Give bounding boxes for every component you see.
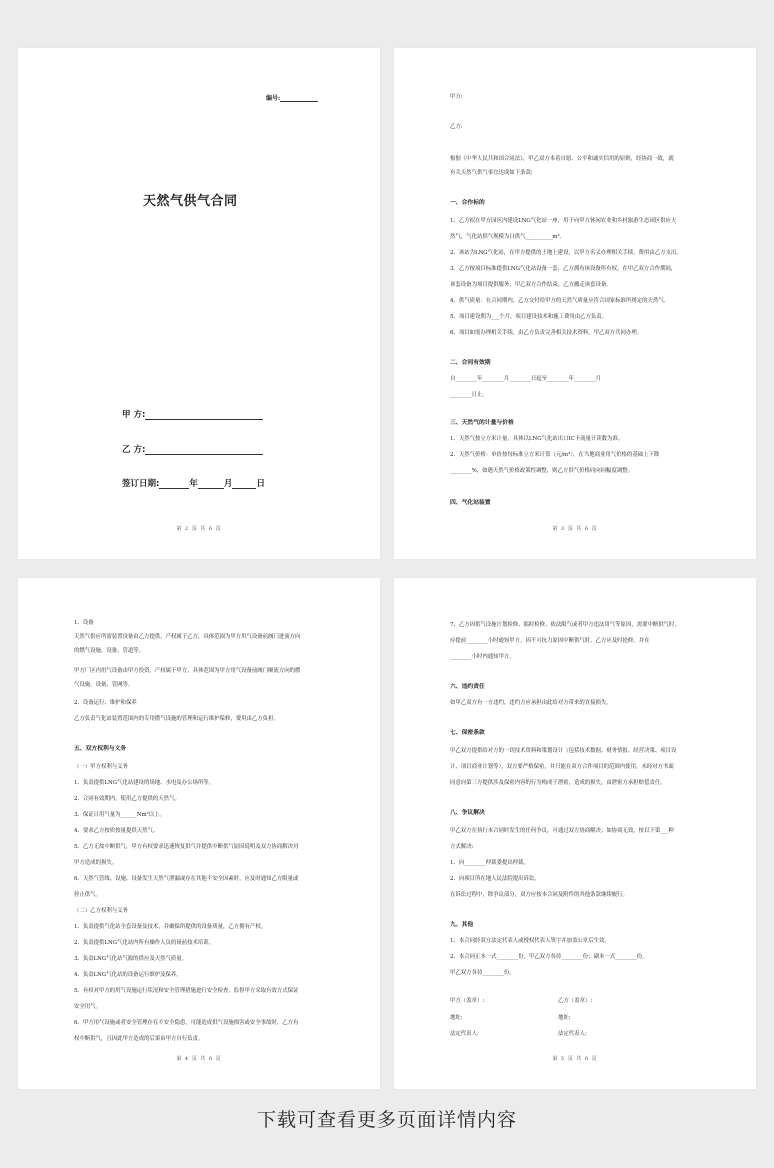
text-line: 4、要求乙方按质按量提供天然气。: [74, 828, 159, 834]
sign-date-label: 签订日期:: [122, 479, 160, 489]
text-line: 乙方:: [450, 124, 463, 130]
text-line: 甲乙双方在执行本合同时发生的任何争议，可通过双方协商解决；如协商无效，按以下第___种: [450, 828, 674, 834]
party-a-representative-label: 法定代表人:: [450, 1031, 479, 1037]
section-heading: 六、违约责任: [450, 684, 485, 690]
text-line: 2、本合同正本一式________份，甲乙双方各持________份；副本一式________份，: [450, 954, 648, 960]
section-heading: 八、争议解决: [450, 810, 485, 816]
party-b-representative-label: 法定代表人:: [558, 1031, 587, 1037]
section-heading: 四、气化站装置: [450, 500, 491, 506]
party-b-label: 乙 方:: [122, 445, 146, 455]
section-heading: 七、保密条款: [450, 730, 485, 736]
text-line: 的燃气设施、设备、管道等。: [74, 648, 145, 654]
text-line: 安全用气。: [74, 1004, 101, 1010]
day-label: 日: [256, 479, 265, 489]
text-line: 计、项目商业计划等），双方要严格保密，并只能在双方合作项目的范围内使用，未经对方书面: [450, 764, 674, 770]
text-line: 3、负责LNG气化站气源的供应及天然气质量。: [74, 956, 188, 962]
party-a-seal-label: 甲方（盖章）:: [450, 998, 485, 1004]
text-line: 甲方厂区内用气设备由甲方投资，产权属于甲方，具体范围为甲方用气设备前阀门顺流方向的燃: [74, 668, 301, 674]
text-line: 乙方负责气化站装置范围内的专用燃气设施的管理和运行维护保修，费用由乙方负担。: [74, 716, 279, 722]
page-number: 第 4 页 共 6 页: [176, 1056, 222, 1062]
page-number: 第 5 页 共 6 页: [552, 1056, 598, 1062]
contract-title: 天然气供气合同: [143, 194, 238, 209]
text-line: 在诉讼过程中，除争议部分，双方应按本合同及附件的其他条款继续履行。: [450, 892, 628, 898]
text-line: 有关天然气供气事宜达成如下条款:: [450, 170, 533, 176]
text-line: 2、负责提供LNG气化站内所有操作人员的岗前技术培训。: [74, 940, 215, 946]
text-line: 天然气供应所需装置设备由乙方提供，产权属于乙方，具体范围为甲方用气设备前阀门进流方向: [74, 634, 301, 640]
text-line: 4、供气质量：在合同期内，乙方交付给甲方的天然气质量应符合国家标准所规定的天然气。: [450, 298, 670, 304]
text-line: ________%，如遇天然气价格政策性调整，则乙方供气价格同向同幅度调整。: [450, 468, 634, 474]
text-line: 1、负责提供气化站全套设备及技术，并确保所提供的设备质量，乙方拥有产权。: [74, 924, 267, 930]
text-line: 6、项目如需办理相关手续，由乙方负责完善相关技术资料，甲乙双方共同办理。: [450, 330, 643, 336]
text-line: 1、天然气按立方米计量，具体以LNG气化站出口IC卡流量计读数为准。: [450, 436, 624, 442]
text-line: 根据《中华人民共和国合同法》，甲乙双方本着自愿、公平和诚实信用的原则，经协商一致，就: [450, 156, 674, 162]
text-line: 1、设备: [74, 620, 94, 626]
text-line: ________小时内通知甲方。: [450, 654, 515, 660]
text-line: 如甲乙双方有一方违约，违约方应承担由此给对方带来的直接损失。: [450, 700, 612, 706]
section-heading: 二、合同有效期: [450, 360, 491, 366]
text-line: 1、本合同经双方法定代表人或授权代表人签字并加盖公章后生效。: [450, 938, 610, 944]
text-line: 3、乙方按项目标准提供LNG气化站设备一套，乙方拥有该设备所有权，在甲乙双方合作期间，: [450, 266, 677, 272]
text-line: 3、保证日用气量为______Nm³以上。: [74, 812, 165, 818]
party-a-label: 甲 方:: [122, 410, 146, 420]
text-line: 甲乙双方各持________份。: [450, 970, 515, 976]
text-line: 自________年________月________日起至________年________月: [450, 376, 601, 382]
text-line: 同意向第三方提供涉及保密内容的行为构成于泄密，造成的损失，由泄密方承担赔偿责任。: [450, 780, 666, 786]
page-number: 第 3 页 共 6 页: [552, 526, 598, 532]
text-line: （一）甲方权利与义务: [74, 764, 128, 770]
section-heading: 五、双方权利与义务: [74, 746, 127, 752]
text-line: 方式解决:: [450, 844, 474, 850]
text-line: 权中断供气，且因此甲方造成的后果由甲方自行负责。: [74, 1036, 204, 1042]
text-line: 6、甲方用气设施或者安全管理存在不安全隐患，可能造成供气设施损害或安全事故时，乙方有: [74, 1020, 299, 1026]
party-b-seal-label: 乙方（盖章）:: [558, 998, 593, 1004]
text-line: 1、向________仲裁委提出仲裁。: [450, 860, 529, 866]
text-line: 1、负责提供LNG气化站建设的场地、水电及办公场所等。: [74, 780, 215, 786]
text-line: 2、向项目所在地人民法院提出诉讼。: [450, 876, 540, 882]
text-line: 然气，气化站供气规模为日供气__________m³。: [450, 234, 566, 240]
text-line: 2、合同有效期内，使用乙方提供的天然气。: [74, 796, 180, 802]
text-line: 6、天然气管线、设施、设备发生天然气泄漏或存在其他不安全因素时，应及时通知乙方限量或: [74, 876, 299, 882]
text-line: 气设施、设备、管网等。: [74, 682, 134, 688]
text-line: 应提前________小时通知甲方，因不可抗力原因中断供气时，乙方应及时抢修，并在: [450, 638, 650, 644]
party-b-address-label: 地址:: [558, 1015, 571, 1021]
sign-date-field: [122, 477, 265, 489]
page-terms-3: [394, 578, 756, 1089]
text-line: ________日止。: [450, 392, 488, 398]
party-a-field: [122, 408, 263, 420]
text-line: 5、项目建设期为___个月，项目建设技术和施工费用由乙方负责。: [450, 314, 608, 320]
section-heading: 一、合作标的: [450, 200, 485, 206]
party-a-address-label: 地址:: [450, 1015, 463, 1021]
section-heading: 九、其他: [450, 922, 474, 928]
text-line: 该套设备为项目提供服务；甲乙双方合作结束，乙方撤走该套设备。: [450, 282, 612, 288]
text-line: （二）乙方权利与义务: [74, 908, 128, 914]
text-line: 2、天然气价格：单价按每标准立方米计算（元/m³），在当地商业用气价格的基础上下降: [450, 452, 660, 458]
download-more-banner[interactable]: 下载可查看更多页面详情内容: [256, 1109, 517, 1131]
section-heading: 三、天然气的计量与价格: [450, 420, 514, 426]
text-line: 甲乙双方提供给对方的一切技术资料和策划设计（包括技术数据、财务情报、经营决策、项目设: [450, 748, 677, 754]
text-line: 2、该站为LNG气化站，在甲方提供的土地上建设，以甲方名义办理相关手续，费用由乙方支出。: [450, 250, 682, 256]
text-line: 4、负责LNG气化站的设备运行维护及保养。: [74, 972, 182, 978]
page-terms-2: [18, 578, 380, 1089]
text-line: 7、乙方因供气设施计划检修、临时检修、依法限气或者甲方违法用气等原因，需要中断供气时，: [450, 622, 680, 628]
text-line: 2、设备运行、维护和保养: [74, 700, 137, 706]
contract-number-field: [266, 93, 318, 102]
text-line: 甲方造成的损失。: [74, 860, 118, 866]
page-cover: [18, 48, 380, 559]
contract-number-label: 编号:: [266, 95, 281, 102]
page-terms-1: [394, 48, 756, 559]
month-label: 月: [223, 479, 233, 489]
text-line: 1、乙方拟在甲方园区内建设LNG气化站一座，用于向甲方休闲农业和乡村旅游生态园区供应天: [450, 218, 677, 224]
text-line: 停止供气。: [74, 892, 101, 898]
year-label: 年: [189, 479, 198, 489]
text-line: 5、有权对甲方的用气设施运行状况和安全管理措施进行安全检查，监督甲方采取有效方式保证: [74, 988, 299, 994]
text-line: 5、乙方无故中断供气，甲方有权要求迅速恢复供气并提供中断供气原因说明及双方协商解决对: [74, 844, 299, 850]
party-b-field: [122, 443, 263, 455]
page-number: 第 2 页 共 6 页: [176, 526, 222, 532]
text-line: 甲方:: [450, 94, 463, 100]
